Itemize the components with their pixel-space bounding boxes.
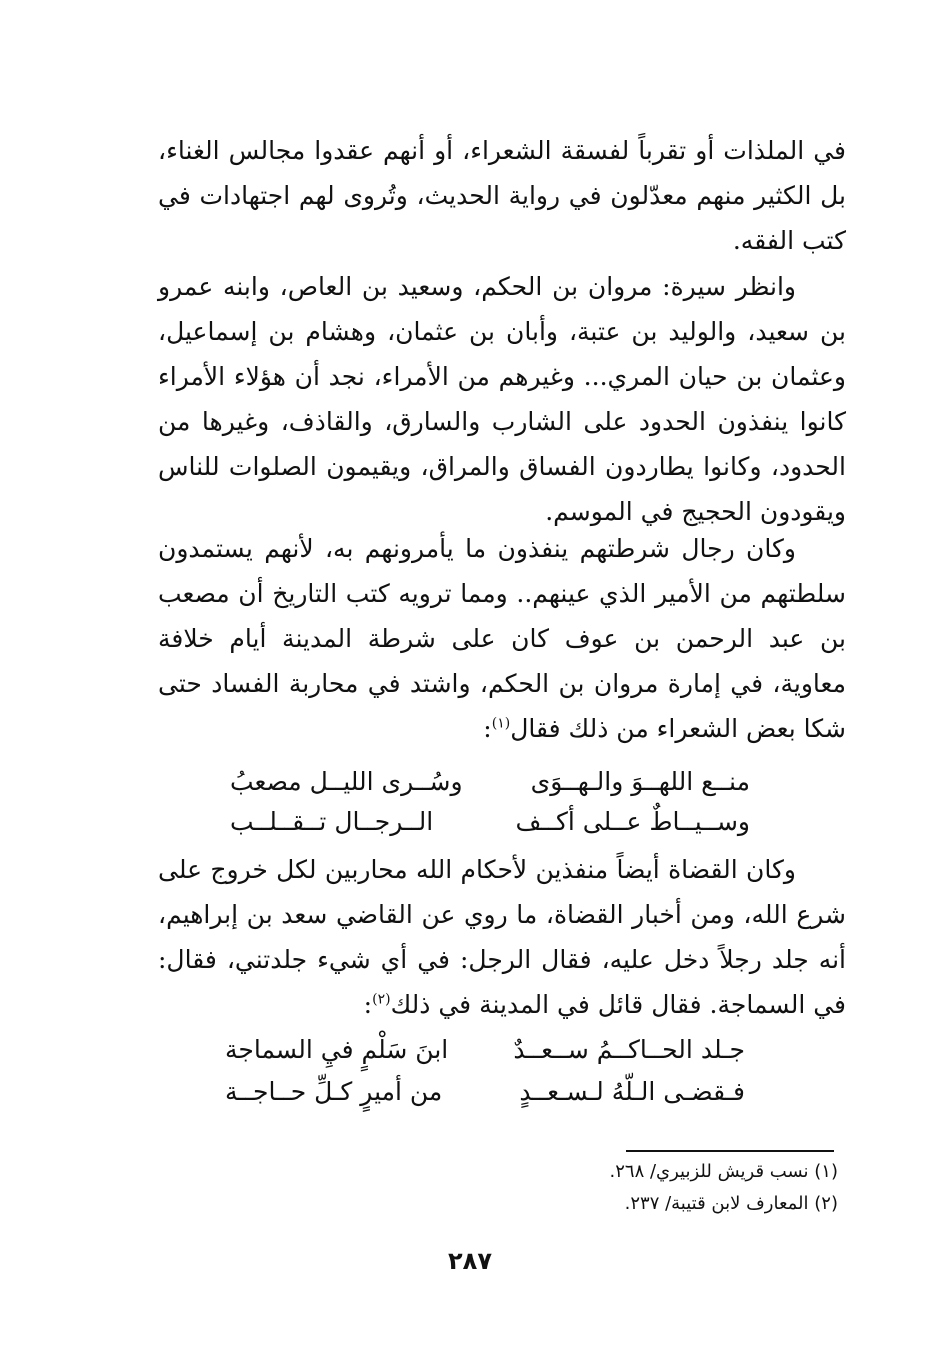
paragraph-3-end: : (483, 714, 492, 743)
hemistich: وسُــرى الليــل مصعبُ (230, 767, 463, 796)
paragraph-2-text: وانظر سيرة: مروان بن الحكم، وسعيد بن العاص، وابنه عمرو بن سعيد، والوليد بن عتبة، وأبان بن عثمان، وهشام بن إسماعيل، وعثمان بن حيان المري... وغيرهم من الأمراء، نجد أن هؤلاء الأمراء كانوا ينفذون الحدود على الشارب والسارق، والقاذف، وغيرها من الحدود، وكانوا يطاردون الفساق والمراق، ويقيمون الصلوات للناس ويقودون الحجيج في الموسم. (158, 272, 846, 526)
paragraph-4-end: : (363, 990, 373, 1019)
paragraph-3-text (158, 526, 846, 751)
footnote-ref-2: (٢) (372, 991, 391, 1008)
paragraph-3 (158, 526, 846, 751)
poem-2-line-1 (225, 1030, 745, 1070)
poem-1-line-1 (230, 762, 750, 802)
paragraph-3-body: وكان رجال شرطتهم ينفذون ما يأمرونهم به، لأنهم يستمدون سلطتهم من الأمير الذي عينهم.. ومما ترويه كتب التاريخ أن مصعب بن عبد الرحمن بن عوف كان على شرطة المدينة أيام خلافة معاوية، في إمارة مروان بن الحكم، واشتد في محاربة الفساد حتى شكا بعض الشعراء من ذلك فقال (158, 534, 846, 743)
hemistich: وســيــاطٌ عــلى أكــف (515, 807, 750, 836)
footnote-separator (626, 1150, 834, 1152)
hemistich: فـقضـى الـلّهُ لـسـعــدٍ (519, 1077, 745, 1106)
paragraph-1 (158, 128, 846, 263)
poem-2-line-2 (225, 1072, 745, 1112)
hemistich: منــع اللهــوَ والـهــوَى (530, 767, 750, 796)
footnote-ref-1: (١) (491, 715, 511, 732)
hemistich: ابنَ سَلْمٍ فيِ السماجة (225, 1035, 449, 1064)
paragraph-2 (158, 264, 846, 534)
hemistich: من أميرٍ كـلِّ حــاجــة (225, 1077, 443, 1106)
paragraph-4 (158, 847, 846, 1027)
paragraph-4-body: وكان القضاة أيضاً منفذين لأحكام الله محاربين لكل خروج على شرع الله، ومن أخبار القضاة، ما روي عن القاضي سعد بن إبراهيم، أنه جلد رجلاً دخل عليه، فقال الرجل: في أي شيء جلدتني، فقال: في السماجة. فقال قائل في المدينة في ذلك (158, 855, 846, 1019)
paragraph-1-text: في الملذات أو تقرباً لفسقة الشعراء، أو أنهم عقدوا مجالس الغناء، بل الكثير منهم معدّلون في رواية الحديث، وتُروى لهم اجتهادات في كتب الفقه. (158, 136, 846, 255)
footnote-1: (١) نسب قريش للزبيري/ ٢٦٨. (609, 1161, 838, 1182)
hemistich: جـلد الحــاكــمُ ســعــدٌ (513, 1035, 745, 1064)
hemistich: الــرجــال تــقــلــب (230, 807, 434, 836)
page-number: ٢٨٧ (448, 1247, 492, 1275)
paragraph-4-text (158, 847, 846, 1027)
poem-1-line-2 (230, 802, 750, 842)
footnote-2: (٢) المعارف لابن قتيبة/ ٢٣٧. (624, 1193, 838, 1214)
